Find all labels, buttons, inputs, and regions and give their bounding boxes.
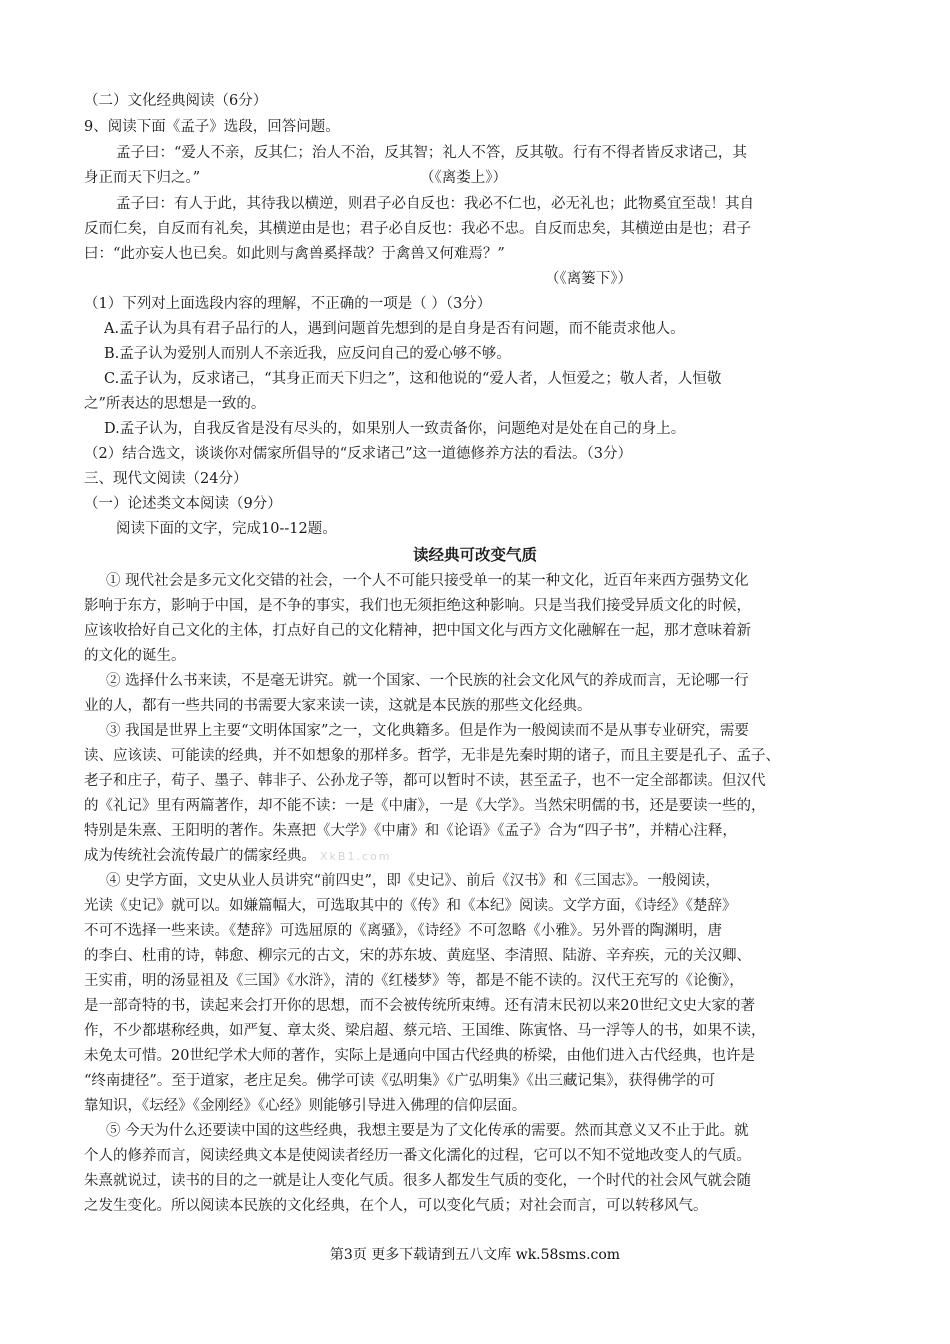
article-line: 光读《史记》就可以。如嫌篇幅大，可选取其中的《传》和《本纪》阅读。文学方面，《诗经》《楚辞》 bbox=[84, 898, 737, 914]
subsection-heading: （一）论述类文本阅读（9分） bbox=[84, 496, 282, 512]
passage-line: 反而仁矣，自反而有礼矣，其横逆由是也；君子必自反也：我必不忠。自反而忠矣，其横逆由是也；君子 bbox=[84, 221, 751, 237]
option-d: D.孟子认为，自我反省是没有尽头的，如果别人一致责备你，问题绝对是处在自己的身上。 bbox=[104, 421, 686, 437]
article-line: 未免太可惜。20世纪学术大师的著作，实际上是通向中国古代经典的桥梁，由他们进入古代经典，也许是 bbox=[84, 1048, 755, 1064]
article-line: 王实甫，明的汤显祖及《三国》《水浒》，清的《红楼梦》等，都是不能不读的。汉代王充写的《论衡》， bbox=[84, 973, 744, 989]
article-line: 读、应该读、可能读的经典，并不如想象的那样多。哲学，无非是先秦时期的诸子，而且主要是孔子、孟子、 bbox=[84, 748, 780, 764]
article-line: ⑤ 今天为什么还要读中国的这些经典，我想主要是为了文化传承的需要。然而其意义又不止于此。就 bbox=[106, 1123, 749, 1139]
option-b: B.孟子认为爱别人而别人不亲近我，应反问自己的爱心够不够。 bbox=[104, 346, 511, 362]
article-line: 不可不选择一些来读。《楚辞》可选屈原的《离骚》，《诗经》不可忽略《小雅》。另外晋的陶渊明，唐 bbox=[84, 923, 722, 939]
section-heading: （二）文化经典阅读（6分） bbox=[84, 93, 268, 109]
article-line: 靠知识，《坛经》《金刚经》《心经》则能够引导进入佛理的信仰层面。 bbox=[84, 1098, 527, 1114]
article-line: 个人的修养而言，阅读经典文本是使阅读者经历一番文化濡化的过程，它可以不知不觉地改变人的气质。 bbox=[84, 1148, 751, 1164]
article-line: ③ 我国是世界上主要“文明体国家”之一，文化典籍多。但是作为一般阅读而不是从事专业研究，需要 bbox=[106, 723, 749, 739]
page-footer: 第3页 更多下载请到五八文库 wk.58sms.com bbox=[329, 1247, 621, 1263]
article-line: 之发生变化。所以阅读本民族的文化经典，在个人，可以变化气质；对社会而言，可以转移风气。 bbox=[84, 1198, 708, 1214]
watermark: XkB1.com bbox=[320, 850, 392, 863]
passage-line: 孟子曰：“爱人不亲，反其仁；治人不治，反其智；礼人不答，反其敬。行有不得者皆反求诸己，其 bbox=[116, 145, 747, 161]
sub-question-1: （1）下列对上面选段内容的理解，不正确的一项是（ ）（3分） bbox=[84, 296, 492, 312]
article-line: 影响于东方，影响于中国，是不争的事实，我们也无须拒绝这种影响。只是当我们接受异质文化的时候， bbox=[84, 598, 751, 614]
instruction: 阅读下面的文字，完成10--12题。 bbox=[116, 521, 337, 537]
option-c-cont: 之”所表达的思想是一致的。 bbox=[84, 396, 266, 412]
article-line: 的李白、杜甫的诗，韩愈、柳宗元的古文，宋的苏东坡、黄庭坚、李清照、陆游、辛弃疾，元的关汉卿、 bbox=[84, 948, 751, 964]
article-line: 的文化的诞生。 bbox=[84, 648, 186, 664]
passage-line: 曰：“此亦妄人也已矣。如此则与禽兽奚择哉？于禽兽又何难焉？” bbox=[84, 246, 505, 262]
passage-line: 孟子曰：有人于此，其待我以横逆，则君子必自反也：我必不仁也，必无礼也；此物奚宜至哉！其自 bbox=[116, 196, 754, 212]
passage-line: 身正而天下归之。” bbox=[84, 170, 201, 186]
option-a: A.孟子认为具有君子品行的人，遇到问题首先想到的是自身是否有问题，而不能责求他人。 bbox=[104, 321, 685, 337]
article-line: 老子和庄子，荀子、墨子、韩非子、公孙龙子等，都可以暂时不读，甚至孟子，也不一定全部都读。但汉代 bbox=[84, 773, 766, 789]
passage-source: （《离篓下》） bbox=[545, 271, 632, 287]
article-line: ④ 史学方面，文史从业人员讲究“前四史”，即《史记》、前后《汉书》和《三国志》。一般阅读， bbox=[106, 873, 720, 889]
article-line: 成为传统社会流传最广的儒家经典。 bbox=[84, 848, 316, 864]
article-line: 作，不少都堪称经典，如严复、章太炎、梁启超、蔡元培、王国维、陈寅恪、马一浮等人的书，如果不读， bbox=[84, 1023, 766, 1039]
article-line: 的《礼记》里有两篇著作，却不能不读：一是《中庸》，一是《大学》。当然宋明儒的书，还是要读一些的， bbox=[84, 798, 766, 814]
section-heading: 三、现代文阅读（24分） bbox=[84, 471, 248, 487]
article-line: ① 现代社会是多元文化交错的社会，一个人不可能只接受单一的某一种文化，近百年来西方强势文化 bbox=[106, 573, 749, 589]
article-line: 特别是朱熹、王阳明的著作。朱熹把《大学》《中庸》和《论语》《孟子》合为“四子书”，并精心注释， bbox=[84, 823, 737, 839]
sub-question-2: （2）结合选文，谈谈你对儒家所倡导的“反求诸己”这一道德修养方法的看法。（3分） bbox=[84, 446, 633, 462]
article-line: 朱熹就说过，读书的目的之一就是让人变化气质。很多人都发生气质的变化，一个时代的社会风气就会随 bbox=[84, 1173, 751, 1189]
passage-source: （《离娄上》） bbox=[420, 170, 507, 186]
article-line: ② 选择什么书来读，不是毫无讲究。就一个国家、一个民族的社会文化风气的养成而言，无论哪一行 bbox=[106, 673, 749, 689]
question-9-stem: 9、阅读下面《孟子》选段，回答问题。 bbox=[84, 119, 340, 135]
option-c: C.孟子认为，反求诸己，“其身正而天下归之”，这和他说的“爱人者，人恒爱之；敬人者，人恒敬 bbox=[104, 371, 722, 387]
article-line: 是一部奇特的书，读起来会打开你的思想，而不会被传统所束缚。还有清末民初以来20世纪文史大家的著 bbox=[84, 998, 755, 1014]
article-line: 业的人，都有一些共同的书需要大家来读一读，这就是本民族的那些文化经典。 bbox=[84, 698, 592, 714]
article-line: “终南捷径”。至于道家，老庄足矣。佛学可读《弘明集》《广弘明集》《出三藏记集》，获得佛学的可 bbox=[84, 1073, 716, 1089]
article-line: 应该收拾好自己文化的主体，打点好自己的文化精神，把中国文化与西方文化融解在一起，那才意味着新 bbox=[84, 623, 751, 639]
article-title: 读经典可改变气质 bbox=[412, 546, 537, 564]
